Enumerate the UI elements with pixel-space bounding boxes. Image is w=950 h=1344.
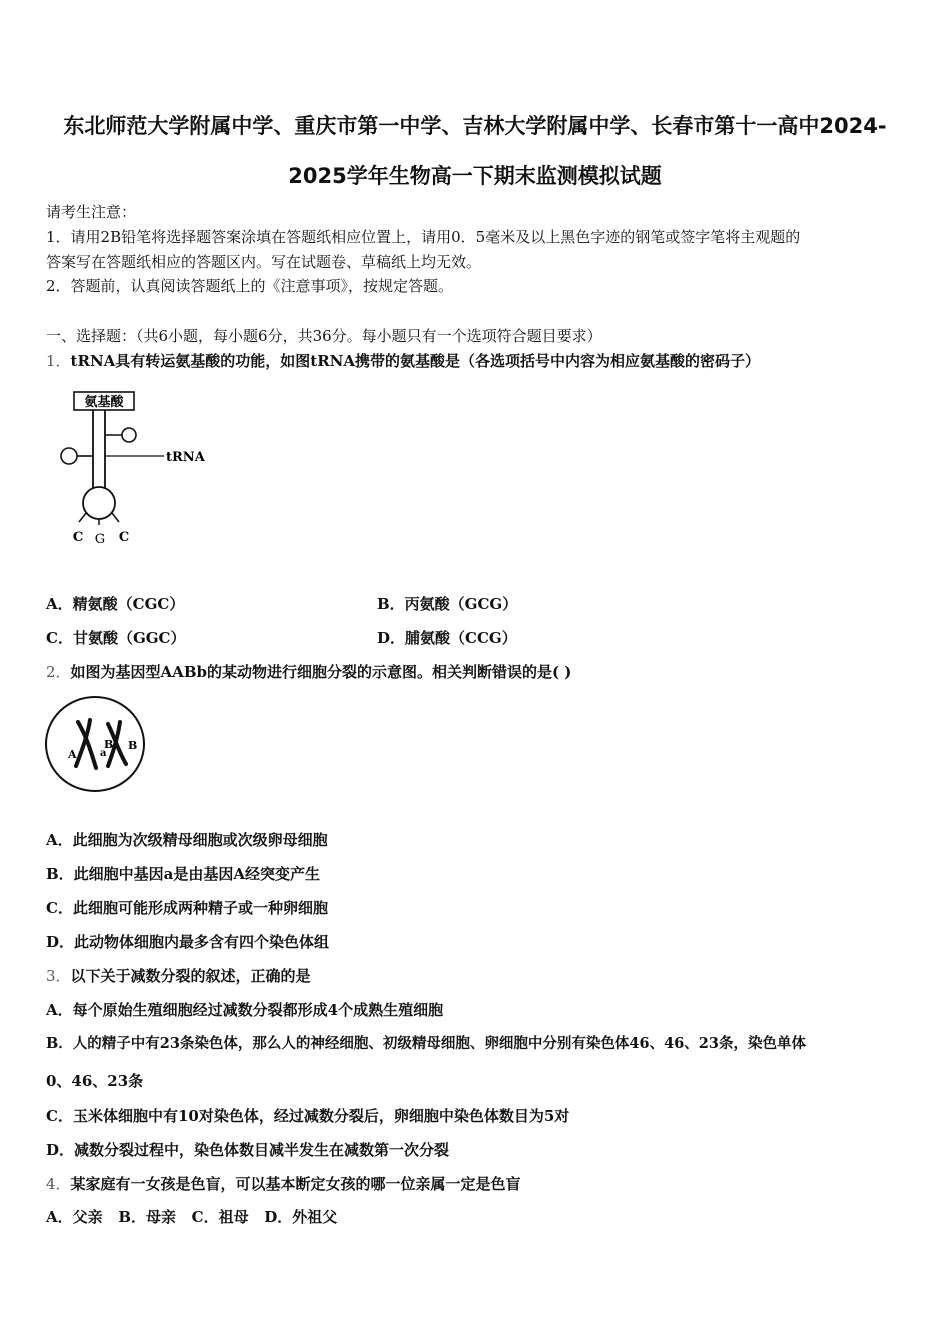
- anticodon-base-1: C: [72, 530, 84, 545]
- question-1: [46, 351, 760, 371]
- gene-label-A: A: [68, 748, 77, 761]
- q2-option-c[interactable]: C．此细胞可能形成两种精子或一种卵细胞: [46, 899, 328, 917]
- q4-option-a[interactable]: A．父亲: [46, 1208, 103, 1226]
- q2-option-b[interactable]: B．此细胞中基因a是由基因A经突变产生: [46, 865, 321, 883]
- notice-item-2: 2．答题前，认真阅读答题纸上的《注意事项》，按规定答题。: [46, 277, 454, 295]
- gene-label-B-1: B: [104, 738, 114, 751]
- anticodon-base-3: C: [118, 530, 130, 545]
- amino-acid-label: 氨基酸: [84, 395, 124, 410]
- trna-figure: [56, 388, 216, 548]
- question-4-number: 4．: [46, 1175, 71, 1193]
- q3-option-c[interactable]: C．玉米体细胞中有10对染色体，经过减数分裂后，卵细胞中染色体数目为5对: [46, 1107, 570, 1125]
- q2-option-a[interactable]: A．此细胞为次级精母细胞或次级卵母细胞: [46, 831, 328, 849]
- question-3: [46, 966, 311, 986]
- notice-item-1b: 答案写在答题纸相应的答题区内。写在试题卷、草稿纸上均无效。: [46, 253, 482, 271]
- cell-division-figure: [42, 692, 152, 796]
- question-3-stem: 以下关于减数分裂的叙述，正确的是: [70, 967, 311, 985]
- notice-heading: 请考生注意：: [46, 203, 137, 221]
- question-4-stem: 某家庭有一女孩是色盲，可以基本断定女孩的哪一位亲属一定是色盲: [70, 1175, 521, 1193]
- trna-right-loop: [122, 428, 136, 442]
- question-4: [46, 1174, 521, 1194]
- gene-label-B-2: B: [128, 739, 138, 752]
- anticodon-base-2: G: [94, 532, 106, 547]
- q3-option-d[interactable]: D．减数分裂过程中，染色体数目减半发生在减数第一次分裂: [46, 1141, 450, 1159]
- question-2: [46, 662, 571, 682]
- anticodon-loop: [83, 487, 115, 519]
- section-heading: 一、选择题：（共6小题，每小题6分，共36分。每小题只有一个选项符合题目要求）: [46, 327, 602, 345]
- q4-option-c[interactable]: C．祖母: [191, 1208, 249, 1226]
- anticodon-tick-3: [112, 513, 119, 522]
- q4-options-row: [46, 1207, 337, 1227]
- q1-option-d[interactable]: D．脯氨酸（CCG）: [377, 629, 517, 647]
- q2-option-d[interactable]: D．此动物体细胞内最多含有四个染色体组: [46, 933, 330, 951]
- anticodon-tick-1: [79, 513, 86, 522]
- question-2-stem: 如图为基因型AABb的某动物进行细胞分裂的示意图。相关判断错误的是( ): [70, 663, 572, 681]
- trna-label: tRNA: [166, 450, 205, 465]
- q4-option-b[interactable]: B．母亲: [118, 1208, 176, 1226]
- question-3-number: 3．: [46, 967, 71, 985]
- exam-title-line-2: 2025学年生物高一下期末监测模拟试题: [288, 164, 662, 188]
- gene-label-a: a: [100, 748, 107, 759]
- q3-option-b-line-1[interactable]: B．人的精子中有23条染色体，那么人的神经细胞、初级精母细胞、卵细胞中分别有染色体46、46、23条，染色单体: [46, 1035, 806, 1052]
- exam-title-line-1: 东北师范大学附属中学、重庆市第一中学、吉林大学附属中学、长春市第十一高中2024-: [63, 114, 887, 138]
- question-2-number: 2．: [46, 663, 71, 681]
- q4-option-d[interactable]: D．外祖父: [264, 1208, 338, 1226]
- q3-option-a[interactable]: A．每个原始生殖细胞经过减数分裂都形成4个成熟生殖细胞: [46, 1001, 444, 1019]
- q3-option-b-line-2[interactable]: 0、46、23条: [46, 1072, 144, 1090]
- question-1-number: 1．: [46, 352, 71, 370]
- q1-option-a[interactable]: A．精氨酸（CGC）: [46, 595, 185, 613]
- q1-option-c[interactable]: C．甘氨酸（GGC）: [46, 629, 186, 647]
- notice-item-1a: 1．请用2B铅笔将选择题答案涂填在答题纸相应位置上，请用0．5毫米及以上黑色字迹的钢笔或签字笔将主观题的: [46, 228, 801, 246]
- q1-option-b[interactable]: B．丙氨酸（GCG）: [377, 595, 518, 613]
- trna-left-loop: [61, 448, 77, 464]
- question-1-stem: tRNA具有转运氨基酸的功能，如图tRNA携带的氨基酸是（各选项括号中内容为相应氨基酸的密码子）: [70, 352, 761, 370]
